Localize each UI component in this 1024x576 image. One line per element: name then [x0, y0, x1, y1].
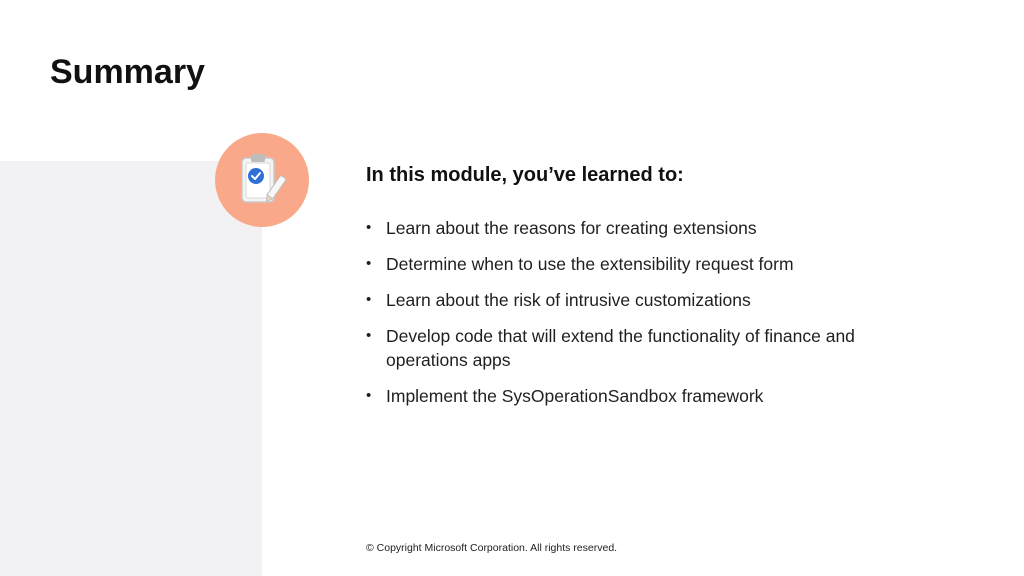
bullet-icon: •	[366, 219, 372, 236]
list-item-text: Determine when to use the extensibility request form	[386, 254, 794, 274]
list-item	[366, 384, 926, 408]
learning-objectives-list	[366, 216, 926, 420]
list-item-text: Learn about the reasons for creating extensions	[386, 218, 757, 238]
list-item	[366, 252, 926, 276]
bullet-icon: •	[366, 387, 372, 404]
slide-title: Summary	[50, 53, 205, 91]
list-item	[366, 288, 926, 312]
clipboard-checkmark-icon	[234, 150, 290, 210]
icon-circle	[215, 133, 309, 227]
bullet-icon: •	[366, 327, 372, 344]
list-item	[366, 216, 926, 240]
bullet-icon: •	[366, 291, 372, 308]
copyright-footer: © Copyright Microsoft Corporation. All rights reserved.	[366, 542, 618, 554]
section-subtitle: In this module, you’ve learned to:	[366, 164, 684, 186]
list-item-text: Implement the SysOperationSandbox framework	[386, 386, 764, 406]
list-item	[366, 324, 926, 372]
side-panel	[0, 161, 262, 576]
list-item-text: Develop code that will extend the functionality of finance and operations apps	[386, 326, 855, 370]
list-item-text: Learn about the risk of intrusive customizations	[386, 290, 751, 310]
bullet-icon: •	[366, 255, 372, 272]
